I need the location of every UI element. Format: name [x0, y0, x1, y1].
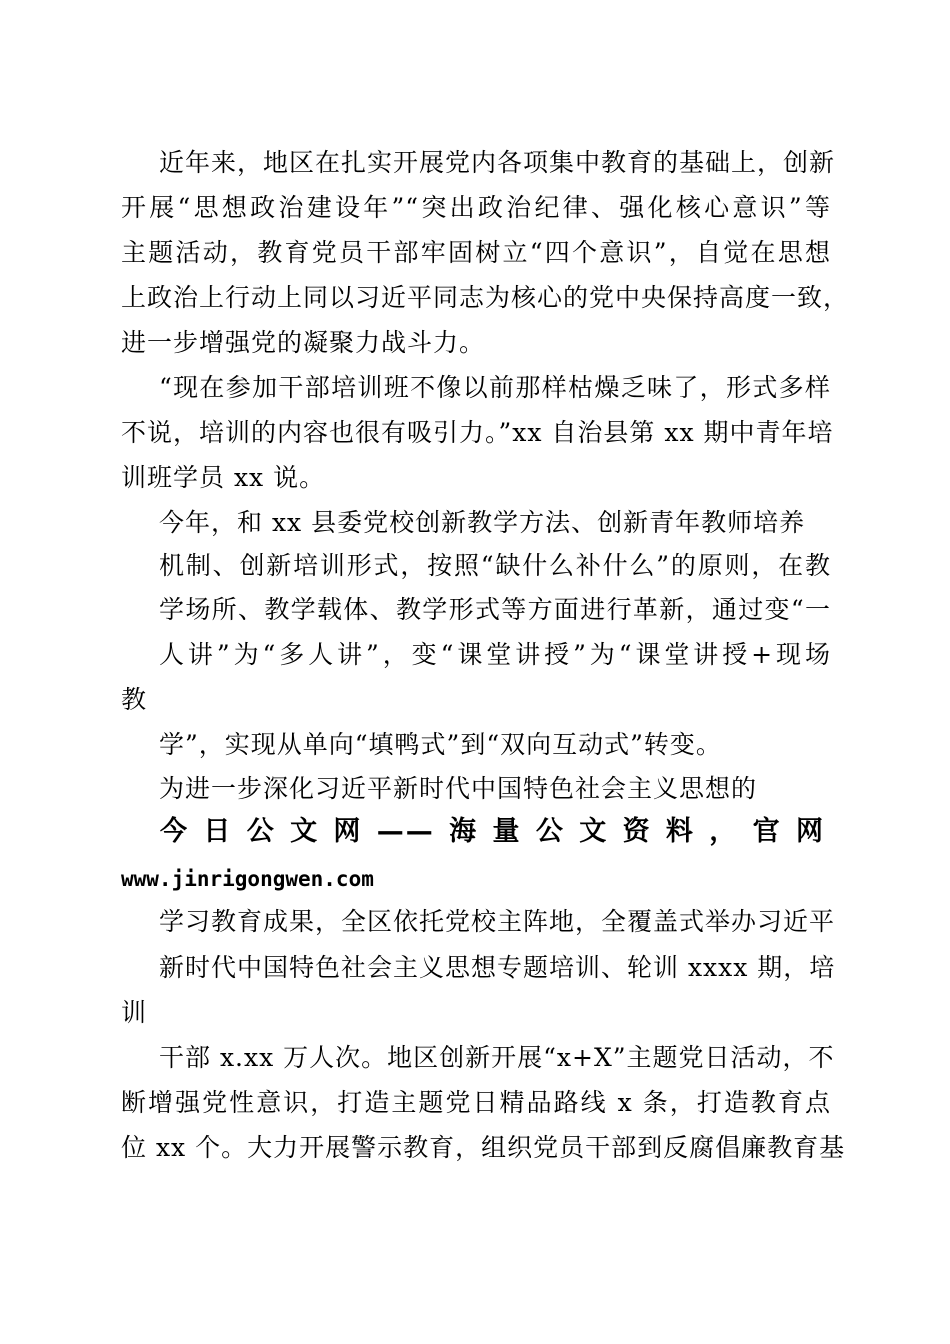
watermark-banner: 今日公文网——海量公文资料，官网 [160, 816, 825, 847]
paragraph-1-line-3: 主题活动，教育党员干部牢固树立“四个意识”，自觉在思想 [121, 238, 831, 267]
paragraph-3-line-1: 今年，和 xx 县委党校创新教学方法、创新青年教师培养 [159, 508, 806, 537]
watermark-url: www.jinrigongwen.com [121, 867, 374, 891]
paragraph-3-line-7: 为进一步深化习近平新时代中国特色社会主义思想的 [159, 774, 758, 803]
paragraph-1-line-4: 上政治上行动上同以习近平同志为核心的党中央保持高度一致， [121, 283, 850, 312]
paragraph-4-line-1: 学习教育成果，全区依托党校主阵地，全覆盖式举办习近平 [159, 907, 836, 936]
paragraph-3-line-4: 人讲”为“多人讲”，变“课堂讲授”为“课堂讲授+现场 [159, 640, 831, 669]
paragraph-3-line-5: 教 [121, 685, 148, 714]
paragraph-3-line-3: 学场所、教学载体、教学形式等方面进行革新，通过变“一 [159, 595, 831, 624]
paragraph-4-line-5: 断增强党性意识，打造主题党日精品路线 x 条，打造教育点 [121, 1088, 831, 1117]
paragraph-1-line-1: 近年来，地区在扎实开展党内各项集中教育的基础上，创新 [159, 148, 836, 177]
paragraph-3-line-2: 机制、创新培训形式，按照“缺什么补什么”的原则，在教 [159, 551, 831, 580]
paragraph-4-line-3: 训 [121, 998, 148, 1027]
paragraph-1-line-2: 开展“思想政治建设年”“突出政治纪律、强化核心意识”等 [121, 193, 831, 222]
paragraph-3-line-6: 学”，实现从单向“填鸭式”到“双向互动式”转变。 [159, 730, 722, 759]
paragraph-2-line-2: 不说，培训的内容也很有吸引力。”xx 自治县第 xx 期中青年培 [121, 418, 834, 447]
paragraph-4-line-2: 新时代中国特色社会主义思想专题培训、轮训 xxxx 期，培 [159, 953, 836, 982]
paragraph-4-line-6: 位 xx 个。大力开展警示教育，组织党员干部到反腐倡廉教育基 [121, 1133, 846, 1162]
paragraph-1-line-5: 进一步增强党的凝聚力战斗力。 [121, 328, 486, 357]
paragraph-2-line-1: “现在参加干部培训班不像以前那样枯燥乏味了，形式多样 [159, 373, 831, 402]
paragraph-2-line-3: 训班学员 xx 说。 [121, 463, 326, 492]
paragraph-4-line-4: 干部 x.xx 万人次。地区创新开展“x+X”主题党日活动，不 [159, 1043, 835, 1072]
